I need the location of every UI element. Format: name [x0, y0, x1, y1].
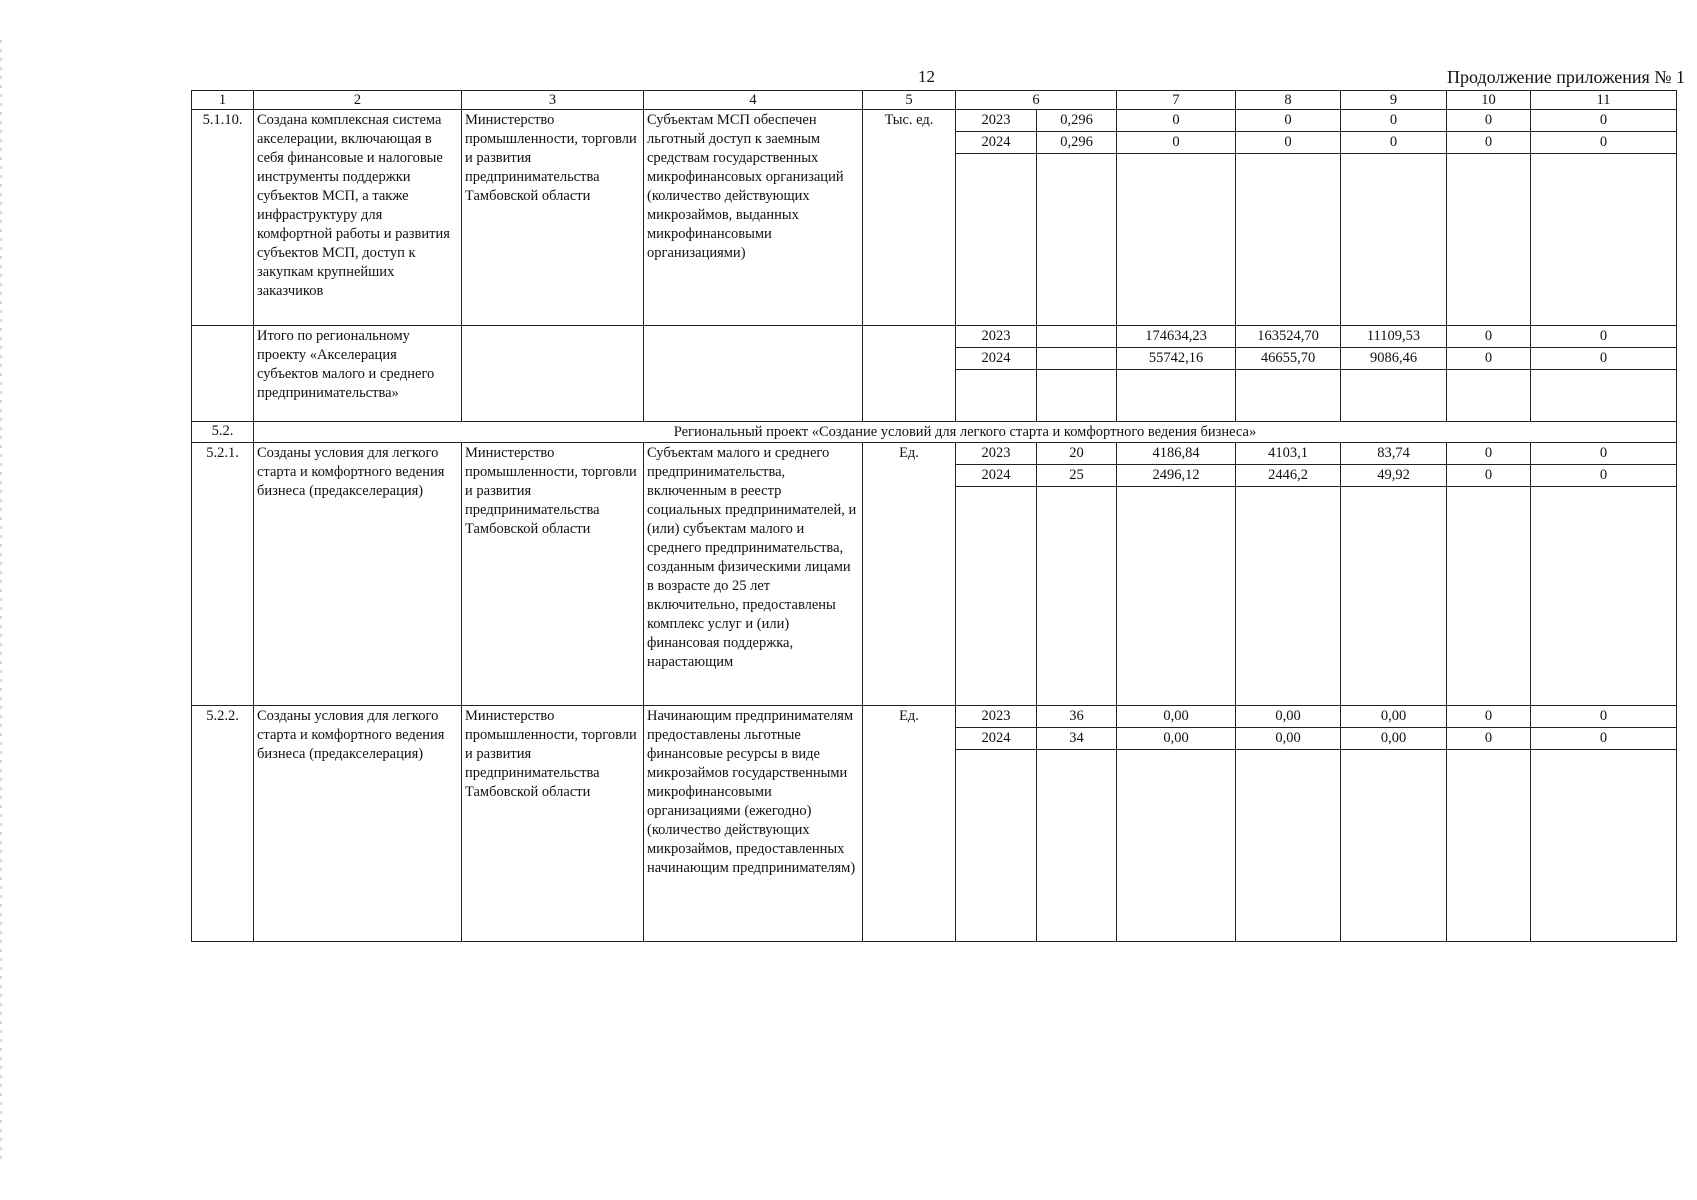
- col-9: 11109,53: [1341, 326, 1447, 348]
- indicator: Субъектам малого и среднего предпринимательства, включенным в реестр социальных предпринимателей, и (или) субъектам малого и среднего предпринимательства, созданным физическими лицами в возрасте до 25 лет включительно, предоставлены комплекс услуг и (или) финансовая поддержка, нарастающим: [644, 443, 863, 706]
- continuation-note: Продолжение приложения № 1: [1446, 67, 1685, 87]
- responsible: Министерство промышленности, торговли и развития предпринимательства Тамбовской области: [462, 443, 644, 706]
- col-11: 0: [1531, 728, 1677, 750]
- header-cell: 7: [1117, 91, 1236, 110]
- year: 2024: [956, 465, 1037, 487]
- value: 20: [1037, 443, 1117, 465]
- responsible: Министерство промышленности, торговли и развития предпринимательства Тамбовской области: [462, 110, 644, 326]
- header-cell: 5: [863, 91, 956, 110]
- unit: Тыс. ед.: [863, 110, 956, 326]
- unit: Ед.: [863, 706, 956, 942]
- col-11: 0: [1531, 348, 1677, 370]
- col-7: 55742,16: [1117, 348, 1236, 370]
- col-9: 0,00: [1341, 706, 1447, 728]
- col-8: 2446,2: [1236, 465, 1341, 487]
- col-9: 83,74: [1341, 443, 1447, 465]
- indicator: Начинающим предпринимателям предоставлены льготные финансовые ресурсы в виде микрозаймов государственными микрофинансовыми организациями (ежегодно) (количество действующих микрозаймов, предоставленных начинающим предпринимателям): [644, 706, 863, 942]
- responsible: Министерство промышленности, торговли и развития предпринимательства Тамбовской области: [462, 706, 644, 942]
- col-10: 0: [1447, 110, 1531, 132]
- header-cell: 10: [1447, 91, 1531, 110]
- col-8: 0,00: [1236, 728, 1341, 750]
- table-row: [192, 110, 1677, 132]
- col-9: 49,92: [1341, 465, 1447, 487]
- year: 2023: [956, 110, 1037, 132]
- indicator: Субъектам МСП обеспечен льготный доступ к заемным средствам государственных микрофинансовых организаций (количество действующих микрозаймов, выданных микрофинансовыми организациями): [644, 110, 863, 326]
- event-name: Созданы условия для легкого старта и комфортного ведения бизнеса (предакселерация): [254, 706, 462, 942]
- col-8: 0: [1236, 132, 1341, 154]
- value: 0,296: [1037, 110, 1117, 132]
- col-9: 0,00: [1341, 728, 1447, 750]
- appendix-table: [191, 90, 1677, 942]
- year: 2023: [956, 706, 1037, 728]
- header-cell: 4: [644, 91, 863, 110]
- year: 2024: [956, 132, 1037, 154]
- header-row: [192, 91, 1677, 110]
- event-name: Создана комплексная система акселерации, включающая в себя финансовые и налоговые инструменты поддержки субъектов МСП, а также инфраструктуру для комфортной работы и развития субъектов МСП, доступ к закупкам крупнейших заказчиков: [254, 110, 462, 326]
- page-number: 12: [918, 67, 935, 86]
- col-11: 0: [1531, 706, 1677, 728]
- row-code: 5.2.1.: [192, 443, 254, 706]
- col-8: 4103,1: [1236, 443, 1341, 465]
- col-8: 0: [1236, 110, 1341, 132]
- header-cell: 9: [1341, 91, 1447, 110]
- table-row: [192, 443, 1677, 465]
- col-11: 0: [1531, 110, 1677, 132]
- col-9: 0: [1341, 110, 1447, 132]
- header-cell: 6: [956, 91, 1117, 110]
- event-name: Созданы условия для легкого старта и комфортного ведения бизнеса (предакселерация): [254, 443, 462, 706]
- col-10: 0: [1447, 706, 1531, 728]
- indicator: [644, 326, 863, 422]
- value: 34: [1037, 728, 1117, 750]
- table-row: [192, 706, 1677, 728]
- value: 36: [1037, 706, 1117, 728]
- header-cell: 11: [1531, 91, 1677, 110]
- header-cell: 8: [1236, 91, 1341, 110]
- col-7: 4186,84: [1117, 443, 1236, 465]
- col-10: 0: [1447, 465, 1531, 487]
- col-7: 0: [1117, 132, 1236, 154]
- section-code: 5.2.: [192, 422, 254, 443]
- responsible: [462, 326, 644, 422]
- section-row: [192, 422, 1677, 443]
- col-11: 0: [1531, 132, 1677, 154]
- value: [1037, 326, 1117, 348]
- header-cell: 2: [254, 91, 462, 110]
- section-title: Региональный проект «Создание условий для легкого старта и комфортного ведения бизнеса»: [254, 422, 1677, 443]
- year: 2023: [956, 443, 1037, 465]
- unit: [863, 326, 956, 422]
- unit: Ед.: [863, 443, 956, 706]
- col-10: 0: [1447, 326, 1531, 348]
- value: 25: [1037, 465, 1117, 487]
- col-10: 0: [1447, 348, 1531, 370]
- col-7: 0,00: [1117, 706, 1236, 728]
- col-7: 174634,23: [1117, 326, 1236, 348]
- col-11: 0: [1531, 443, 1677, 465]
- col-9: 0: [1341, 132, 1447, 154]
- col-8: 163524,70: [1236, 326, 1341, 348]
- row-code: 5.2.2.: [192, 706, 254, 942]
- col-8: 0,00: [1236, 706, 1341, 728]
- scan-edge: [0, 40, 2, 1160]
- value: [1037, 348, 1117, 370]
- year: 2023: [956, 326, 1037, 348]
- header-cell: 1: [192, 91, 254, 110]
- col-11: 0: [1531, 326, 1677, 348]
- row-code: [192, 326, 254, 422]
- col-10: 0: [1447, 728, 1531, 750]
- col-10: 0: [1447, 443, 1531, 465]
- col-7: 0: [1117, 110, 1236, 132]
- year: 2024: [956, 348, 1037, 370]
- col-7: 0,00: [1117, 728, 1236, 750]
- col-7: 2496,12: [1117, 465, 1236, 487]
- value: 0,296: [1037, 132, 1117, 154]
- col-8: 46655,70: [1236, 348, 1341, 370]
- row-code: 5.1.10.: [192, 110, 254, 326]
- total-name: Итого по региональному проекту «Акселерация субъектов малого и среднего предпринимательства»: [254, 326, 462, 422]
- col-11: 0: [1531, 465, 1677, 487]
- table-row: [192, 326, 1677, 348]
- year: 2024: [956, 728, 1037, 750]
- col-10: 0: [1447, 132, 1531, 154]
- header-cell: 3: [462, 91, 644, 110]
- col-9: 9086,46: [1341, 348, 1447, 370]
